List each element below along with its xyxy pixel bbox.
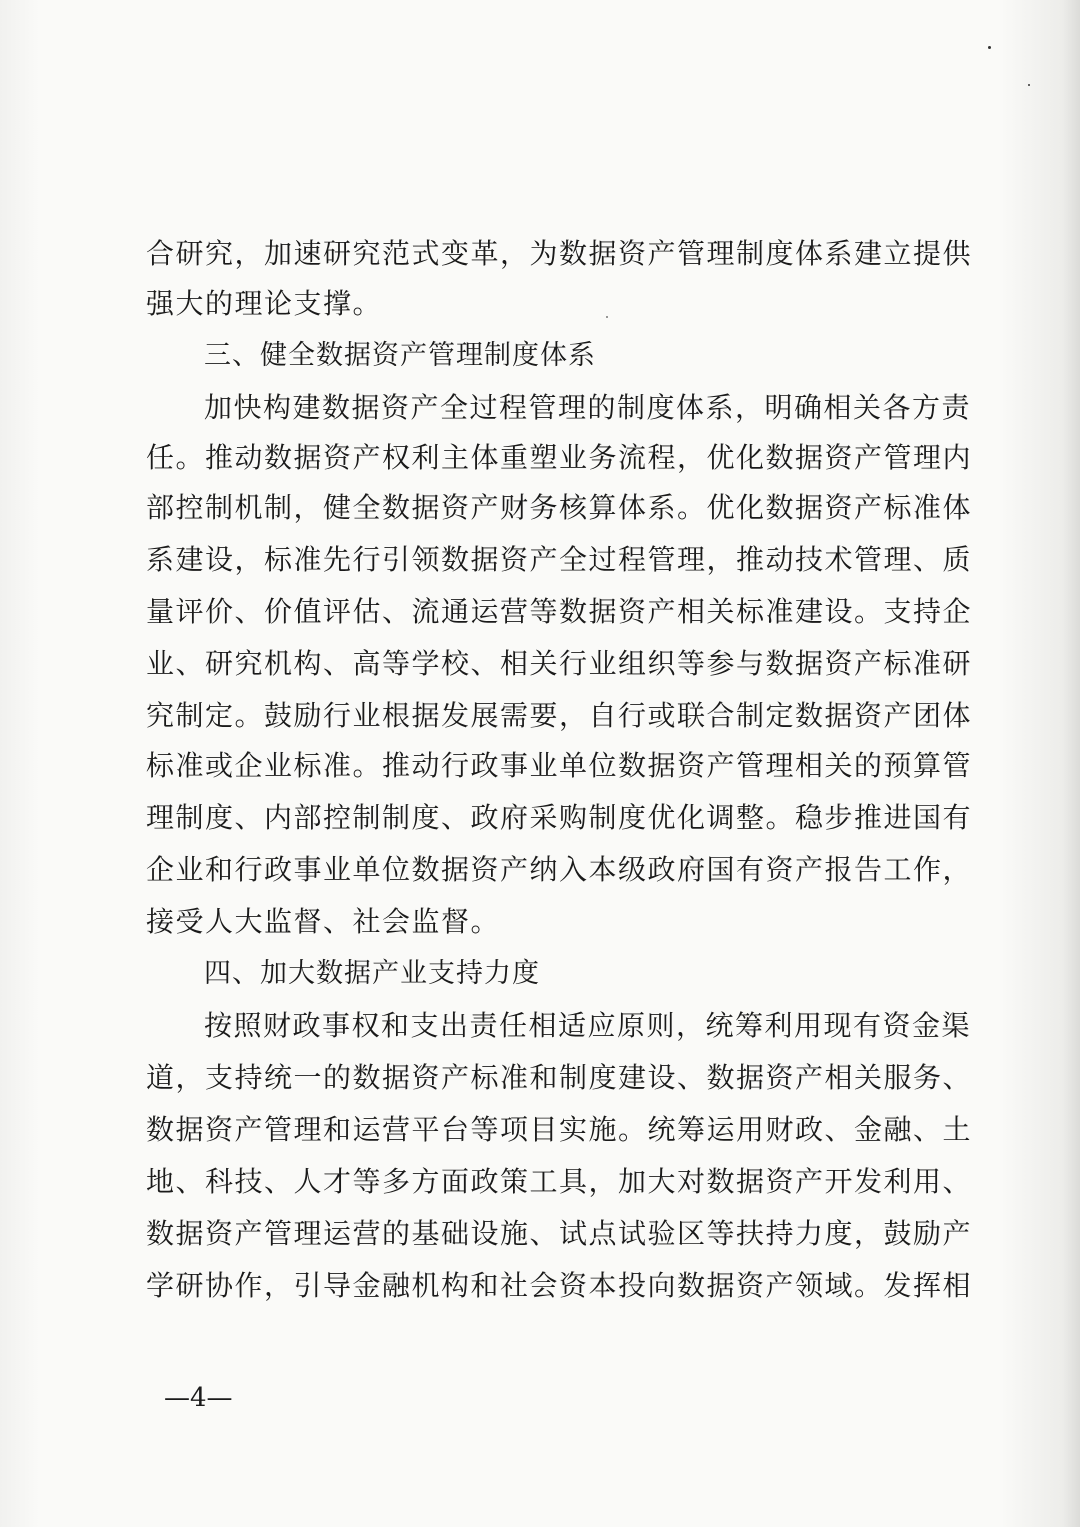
scan-shadow bbox=[1062, 0, 1080, 1527]
page-number: —4— bbox=[164, 1383, 233, 1413]
body-line: 学研协作，引导金融机构和社会资本投向数据资产领域。发挥相 bbox=[146, 1269, 973, 1302]
body-line: 道，支持统一的数据资产标准和制度建设、数据资产相关服务、 bbox=[146, 1061, 973, 1094]
paragraph-first-line: 加快构建数据资产全过程管理的制度体系，明确相关各方责 bbox=[204, 391, 972, 424]
body-line: 任。推动数据资产权利主体重塑业务流程，优化数据资产管理内 bbox=[146, 441, 973, 474]
scan-speck bbox=[988, 46, 991, 49]
body-line: 数据资产管理和运营平台等项目实施。统筹运用财政、金融、土 bbox=[146, 1113, 973, 1146]
body-line: 企业和行政事业单位数据资产纳入本级政府国有资产报告工作， bbox=[146, 853, 973, 886]
body-line: 地、科技、人才等多方面政策工具，加大对数据资产开发利用、 bbox=[146, 1165, 973, 1198]
body-line: 业、研究机构、高等学校、相关行业组织等参与数据资产标准研 bbox=[146, 647, 973, 680]
body-line: 标准或企业标准。推动行政事业单位数据资产管理相关的预算管 bbox=[146, 749, 973, 782]
body-line: 部控制机制，健全数据资产财务核算体系。优化数据资产标准体 bbox=[146, 491, 973, 524]
section-heading-3: 三、健全数据资产管理制度体系 bbox=[204, 340, 596, 371]
body-line: 理制度、内部控制制度、政府采购制度优化调整。稳步推进国有 bbox=[146, 801, 973, 834]
body-line: 系建设，标准先行引领数据资产全过程管理，推动技术管理、质 bbox=[146, 543, 973, 576]
scan-speck bbox=[1028, 84, 1030, 86]
body-line: 数据资产管理运营的基础设施、试点试验区等扶持力度，鼓励产 bbox=[146, 1217, 973, 1250]
body-line: 强大的理论支撑。 bbox=[146, 287, 383, 320]
body-line: 合研究，加速研究范式变革，为数据资产管理制度体系建立提供 bbox=[146, 237, 973, 270]
section-heading-4: 四、加大数据产业支持力度 bbox=[204, 958, 540, 989]
body-line: 究制定。鼓励行业根据发展需要，自行或联合制定数据资产团体 bbox=[146, 699, 973, 732]
body-line: 接受人大监督、社会监督。 bbox=[146, 905, 501, 938]
paragraph-first-line: 按照财政事权和支出责任相适应原则，统筹利用现有资金渠 bbox=[204, 1009, 972, 1042]
body-line: 量评价、价值评估、流通运营等数据资产相关标准建设。支持企 bbox=[146, 595, 973, 628]
